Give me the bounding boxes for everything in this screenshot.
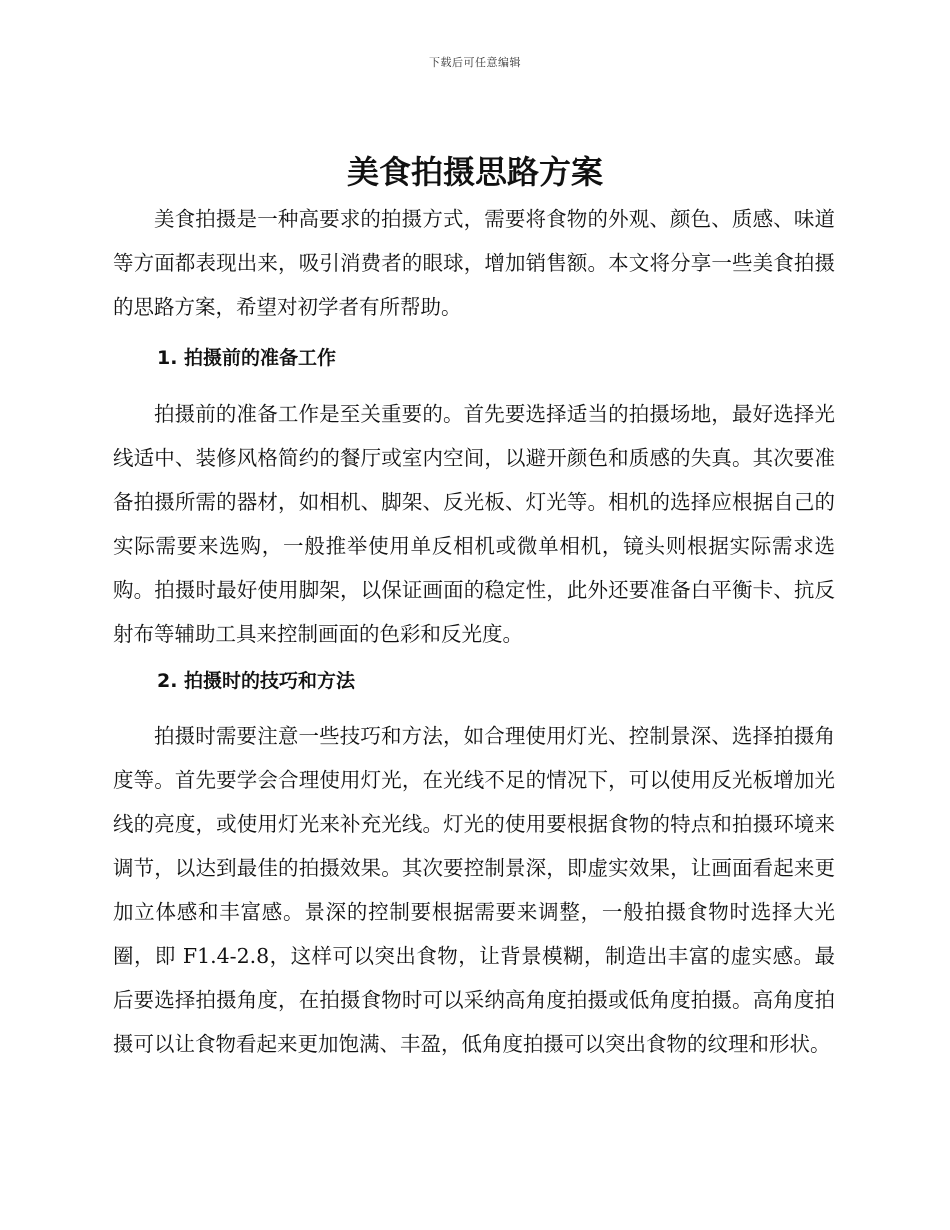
section-body-2: 拍摄时需要注意一些技巧和方法，如合理使用灯光、控制景深、选择拍摄角度等。首先要学会合理使用灯光，在光线不足的情况下，可以使用反光板增加光线的亮度，或使用灯光来补充光线。灯光的使用要根据食物的特点和拍摄环境来调节，以达到最佳的拍摄效果。其次要控制景深，即虚实效果，让画面看起来更加立体感和丰富感。景深的控制要根据需要来调整，一般拍摄食物时选择大光圈，即 F1.4-2.8，这样可以突出食物，让背景模糊，制造出丰富的虚实感。最后要选择拍摄角度，在拍摄食物时可以采纳高角度拍摄或低角度拍摄。高角度拍摄可以让食物看起来更加饱满、丰盈，低角度拍摄可以突出食物的纹理和形状。 [113,724,835,1056]
header-note: 下载后可任意编辑 [429,56,521,69]
section-heading-1: 1. 拍摄前的准备工作 [157,347,337,369]
section-body-1: 拍摄前的准备工作是至关重要的。首先要选择适当的拍摄场地，最好选择光线适中、装修风格简约的餐厅或室内空间，以避开颜色和质感的失真。其次要准备拍摄所需的器材，如相机、脚架、反光板、灯光等。相机的选择应根据自己的实际需要来选购，一般推举使用单反相机或微单相机，镜头则根据实际需求选购。拍摄时最好使用脚架，以保证画面的稳定性，此外还要准备白平衡卡、抗反射布等辅助工具来控制画面的色彩和反光度。 [113,402,835,646]
section-heading-2: 2. 拍摄时的技巧和方法 [157,670,356,692]
page-title: 美食拍摄思路方案 [346,153,603,191]
intro-paragraph: 美食拍摄是一种高要求的拍摄方式，需要将食物的外观、颜色、质感、味道等方面都表现出来，吸引消费者的眼球，增加销售额。本文将分享一些美食拍摄的思路方案，希望对初学者有所帮助。 [113,207,835,319]
